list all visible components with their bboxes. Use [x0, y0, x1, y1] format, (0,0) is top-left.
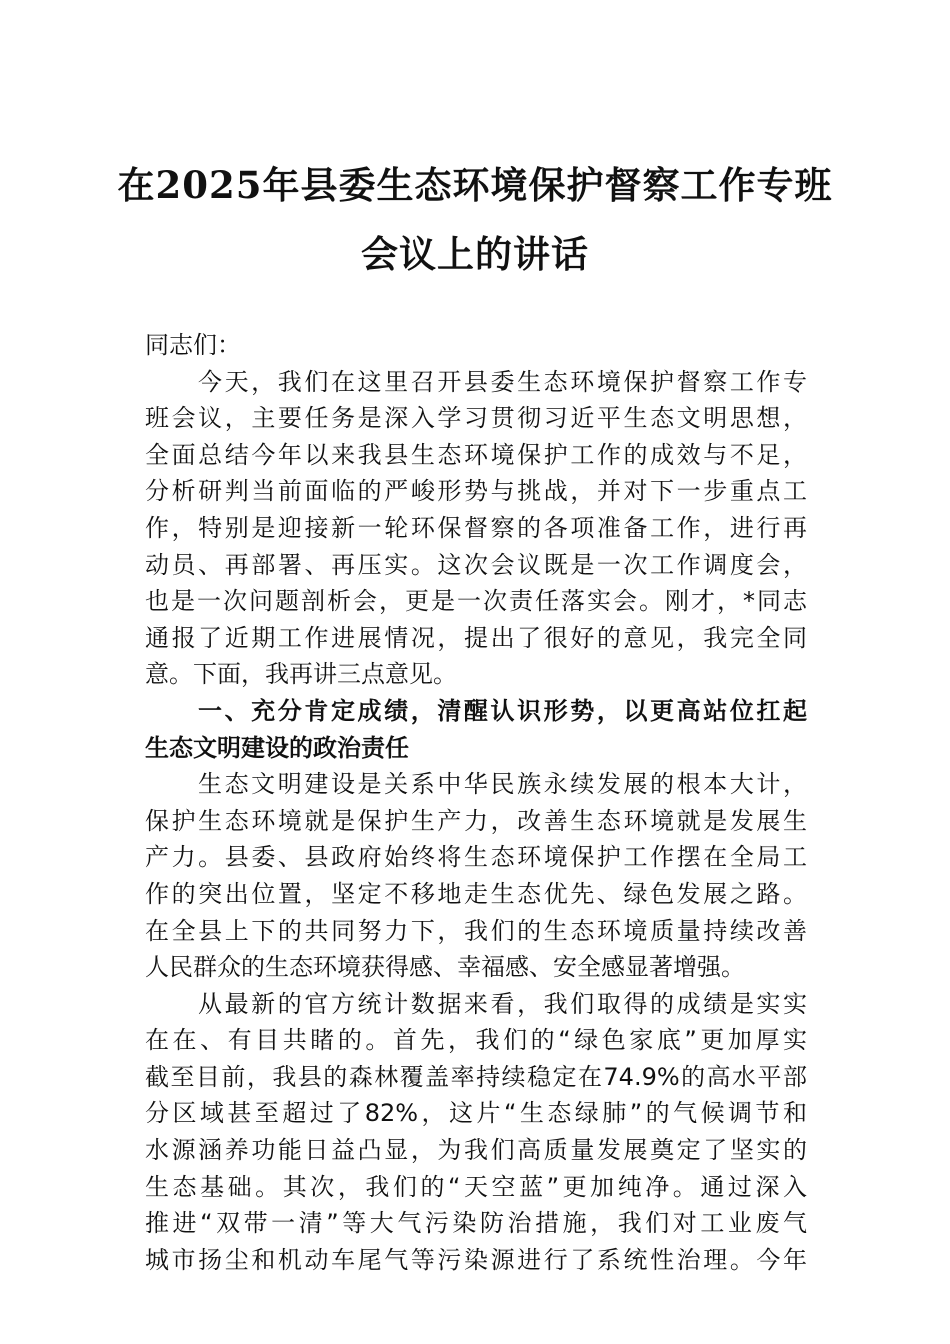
- text-line: 生态文明建设是关系中华民族永续发展的根本大计，: [198, 770, 807, 799]
- paragraph-statistics: [145, 986, 807, 1279]
- text-line: 意。下面，我再讲三点意见。: [145, 660, 457, 689]
- section-heading-1: [145, 693, 807, 766]
- text-line: 产力。县委、县政府始终将生态环境保护工作摆在全局工: [145, 843, 807, 872]
- text-line: 今天，我们在这里召开县委生态环境保护督察工作专: [198, 367, 807, 396]
- paragraph-achievement: [145, 766, 807, 986]
- text-line: 分析研判当前面临的严峻形势与挑战，并对下一步重点工: [145, 477, 807, 506]
- text-line: 通报了近期工作进展情况，提出了很好的意见，我完全同: [145, 623, 807, 652]
- text-line: 动员、再部署、再压实。这次会议既是一次工作调度会，: [145, 550, 807, 579]
- text-line: 城市扬尘和机动车尾气等污染源进行了系统性治理。今年: [145, 1245, 807, 1274]
- salutation: 同志们：: [145, 331, 241, 359]
- paragraph-intro: [145, 364, 807, 693]
- text-line: 截至目前，我县的森林覆盖率持续稳定在74.9%的高水平部: [145, 1062, 807, 1091]
- text-line: 保护生态环境就是保护生产力，改善生态环境就是发展生: [145, 806, 807, 835]
- text-line: 水源涵养功能日益凸显，为我们高质量发展奠定了坚实的: [145, 1136, 807, 1165]
- document-title-line-1: 在2025年县委生态环境保护督察工作专班: [117, 163, 833, 207]
- text-line: 在全县上下的共同努力下，我们的生态环境质量持续改善: [145, 916, 807, 945]
- text-line: 在在、有目共睹的。首先，我们的“绿色家底”更加厚实: [145, 1026, 807, 1055]
- document-title-line-2: 会议上的讲话: [361, 232, 589, 276]
- document-body: [145, 327, 807, 1278]
- text-line: 生态基础。其次，我们的“天空蓝”更加纯净。通过深入: [145, 1172, 807, 1201]
- heading-line: 生态文明建设的政治责任: [145, 733, 409, 762]
- text-line: 班会议，主要任务是深入学习贯彻习近平生态文明思想，: [145, 404, 807, 433]
- text-line: 分区域甚至超过了82%，这片“生态绿肺”的气候调节和: [145, 1099, 807, 1128]
- heading-line: 一、充分肯定成绩，清醒认识形势，以更高站位扛起: [198, 696, 807, 725]
- text-line: 作，特别是迎接新一轮环保督察的各项准备工作，进行再: [145, 513, 807, 542]
- text-line: 推进“双带一清”等大气污染防治措施，我们对工业废气: [145, 1209, 807, 1238]
- text-line: 全面总结今年以来我县生态环境保护工作的成效与不足，: [145, 440, 807, 469]
- text-line: 也是一次问题剖析会，更是一次责任落实会。刚才，*同志: [145, 587, 807, 616]
- text-line: 人民群众的生态环境获得感、幸福感、安全感显著增强。: [145, 953, 745, 982]
- text-line: 作的突出位置，坚定不移地走生态优先、绿色发展之路。: [145, 879, 807, 908]
- text-line: 从最新的官方统计数据来看，我们取得的成绩是实实: [198, 989, 807, 1018]
